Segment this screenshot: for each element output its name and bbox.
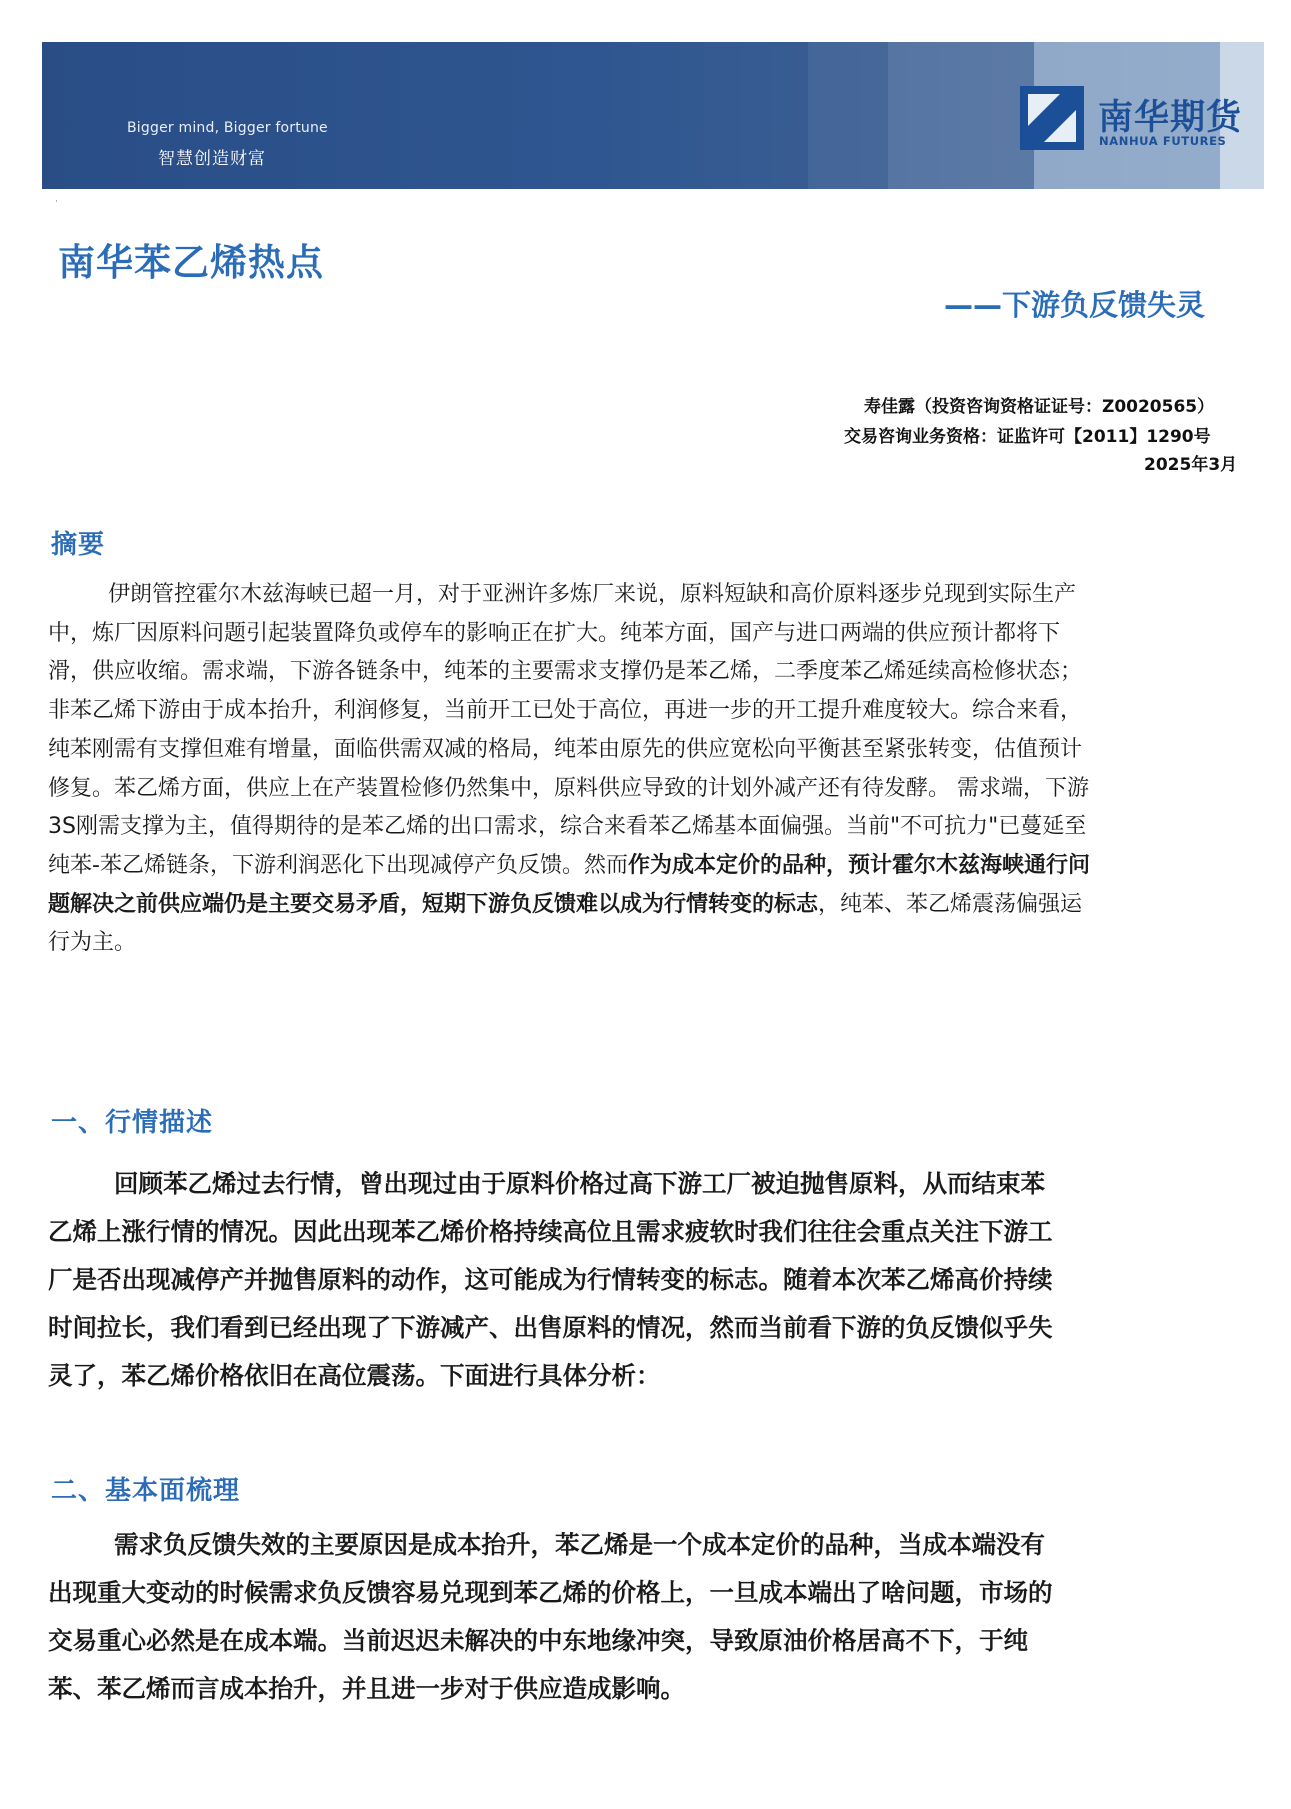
banner-shade: [888, 42, 1034, 189]
section2-paragraph: [48, 1521, 1243, 1713]
logo-text-english: NANHUA FUTURES: [1099, 134, 1227, 148]
report-subtitle: ——下游负反馈失灵: [944, 288, 1206, 322]
abstract-emphasis: 题解决之前供应端仍是主要交易矛盾，短期下游负反馈难以成为行情转变的标志: [48, 891, 819, 917]
section1-paragraph: [48, 1160, 1243, 1400]
abstract-text: ，纯苯、苯乙烯震荡偏强运: [818, 891, 1083, 917]
license-line: 交易咨询业务资格：证监许可【2011】1290号: [844, 427, 1211, 447]
section2-line: 交易重心必然是在成本端。当前迟迟未解决的中东地缘冲突，导致原油价格居高不下，于纯: [48, 1626, 1028, 1655]
abstract-heading: 摘要: [51, 530, 106, 560]
section2-heading: 二、基本面梳理: [51, 1476, 241, 1506]
section2-line: 出现重大变动的时候需求负反馈容易兑现到苯乙烯的价格上，一旦成本端出了啥问题，市场的: [48, 1578, 1053, 1607]
section2-line: 需求负反馈失效的主要原因是成本抬升，苯乙烯是一个成本定价的品种，当成本端没有: [114, 1530, 1045, 1559]
abstract-line: 纯苯刚需有支撑但难有增量，面临供需双减的格局，纯苯由原先的供应宽松向平衡甚至紧张转变，估值预计: [48, 736, 1083, 762]
abstract-paragraph: [48, 576, 1243, 963]
date-clip: [1144, 450, 1264, 476]
abstract-line: 伊朗管控霍尔木兹海峡已超一月，对于亚洲许多炼厂来说，原料短缺和高价原料逐步兑现到实际生产: [108, 582, 1077, 607]
author-clip: [864, 392, 1264, 418]
abstract-line: 3S刚需支撑为主，值得期待的是苯乙烯的出口需求，综合来看苯乙烯基本面偏强。当前"不可抗力"已蔓延至: [48, 814, 1087, 840]
report-title: 南华苯乙烯热点: [58, 241, 324, 284]
abstract-line: [48, 847, 1243, 886]
logo-text-chinese: 南华期货: [1098, 98, 1243, 138]
abstract-text: 纯苯-苯乙烯链条，下游利润恶化下出现减停产负反馈。然而: [48, 852, 628, 878]
stray-dot: ·: [55, 197, 58, 207]
nanhua-logo-icon: [1020, 86, 1084, 150]
slogan-english: Bigger mind, Bigger fortune: [127, 120, 328, 136]
abstract-line: 滑，供应收缩。需求端，下游各链条中，纯苯的主要需求支撑仍是苯乙烯，二季度苯乙烯延续高检修状态；: [48, 659, 1083, 685]
abstract-line: 非苯乙烯下游由于成本抬升，利润修复，当前开工已处于高位，再进一步的开工提升难度较大。综合来看，: [48, 698, 1083, 724]
section1-line: 乙烯上涨行情的情况。因此出现苯乙烯价格持续高位且需求疲软时我们往往会重点关注下游工: [48, 1217, 1053, 1246]
license-clip: [844, 422, 1264, 448]
company-logo: [1020, 86, 1260, 154]
section1-heading: 一、行情描述: [51, 1108, 214, 1138]
slogan-chinese: 智慧创造财富: [158, 149, 266, 169]
subtitle-clip: [944, 283, 1264, 329]
abstract-line: 修复。苯乙烯方面，供应上在产装置检修仍然集中，原料供应导致的计划外减产还有待发酵。 需求端，下游: [48, 775, 1089, 801]
section2-line: 苯、苯乙烯而言成本抬升，并且进一步对于供应造成影响。: [48, 1674, 685, 1703]
author-line: 寿佳露（投资咨询资格证证号：Z0020565）: [864, 397, 1215, 417]
section1-line: 回顾苯乙烯过去行情，曾出现过由于原料价格过高下游工厂被迫抛售原料，从而结束苯: [114, 1169, 1045, 1198]
section1-line: 灵了，苯乙烯价格依旧在高位震荡。下面进行具体分析：: [48, 1361, 661, 1390]
section1-line: 时间拉长，我们看到已经出现了下游减产、出售原料的情况，然而当前看下游的负反馈似乎失: [48, 1313, 1053, 1342]
abstract-line: [48, 886, 1243, 925]
abstract-line: 行为主。: [48, 930, 137, 956]
abstract-line: 中，炼厂因原料问题引起装置降负或停车的影响正在扩大。纯苯方面，国产与进口两端的供应预计都将下: [48, 620, 1061, 646]
header-banner: [42, 42, 1264, 189]
section1-line: 厂是否出现减停产并抛售原料的动作，这可能成为行情转变的标志。随着本次苯乙烯高价持续: [48, 1265, 1053, 1294]
banner-shade: [808, 42, 888, 189]
report-date: 2025年3月: [1144, 455, 1238, 475]
abstract-emphasis: 作为成本定价的品种，预计霍尔木兹海峡通行问: [627, 852, 1090, 878]
